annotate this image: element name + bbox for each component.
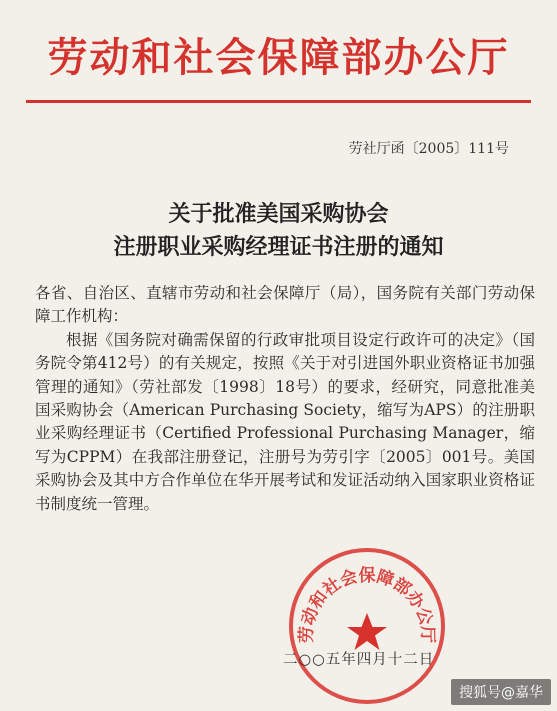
letterhead-divider — [26, 100, 531, 103]
seal-text: 劳动和社会保障部办公厅 — [296, 566, 438, 644]
document-number: 劳社厅函〔2005〕111号 — [348, 141, 509, 157]
body-paragraph: 根据《国务院对确需保留的行政审批项目设定行政许可的决定》（国务院令第412号）的有关规定，按照《关于对引进国外职业资格证书加强管理的通知》（劳社部发〔1998〕18号）的要求，经研究，同意批准美国采购协会（American Purchasing Society，缩写为APS）的注册职业采购经理证书（Certified Professional Purchasing Manager，缩写为CPPM）在我部注册登记，注册号为劳引字〔2005〕001号。美国采购协会及其中方合作单位在华开展考试和发证活动纳入国家职业资格证书制度统一管理。 — [35, 330, 535, 513]
source-watermark: 搜狐号@嘉华 — [451, 679, 551, 705]
letterhead-title: 劳动和社会保障部办公厅 — [47, 34, 510, 81]
official-seal — [284, 543, 450, 709]
title-line-2: 注册职业采购经理证书注册的通知 — [113, 234, 444, 260]
notice-body — [35, 282, 535, 516]
seal-star-icon — [347, 613, 387, 650]
notice-title — [0, 198, 557, 264]
issue-date: 二○○五年四月十二日 — [283, 652, 435, 668]
salutation: 各省、自治区、直辖市劳动和社会保障厅（局），国务院有关部门劳动保障工作机构： — [35, 284, 535, 326]
title-line-1: 关于批准美国采购协会 — [168, 201, 389, 227]
